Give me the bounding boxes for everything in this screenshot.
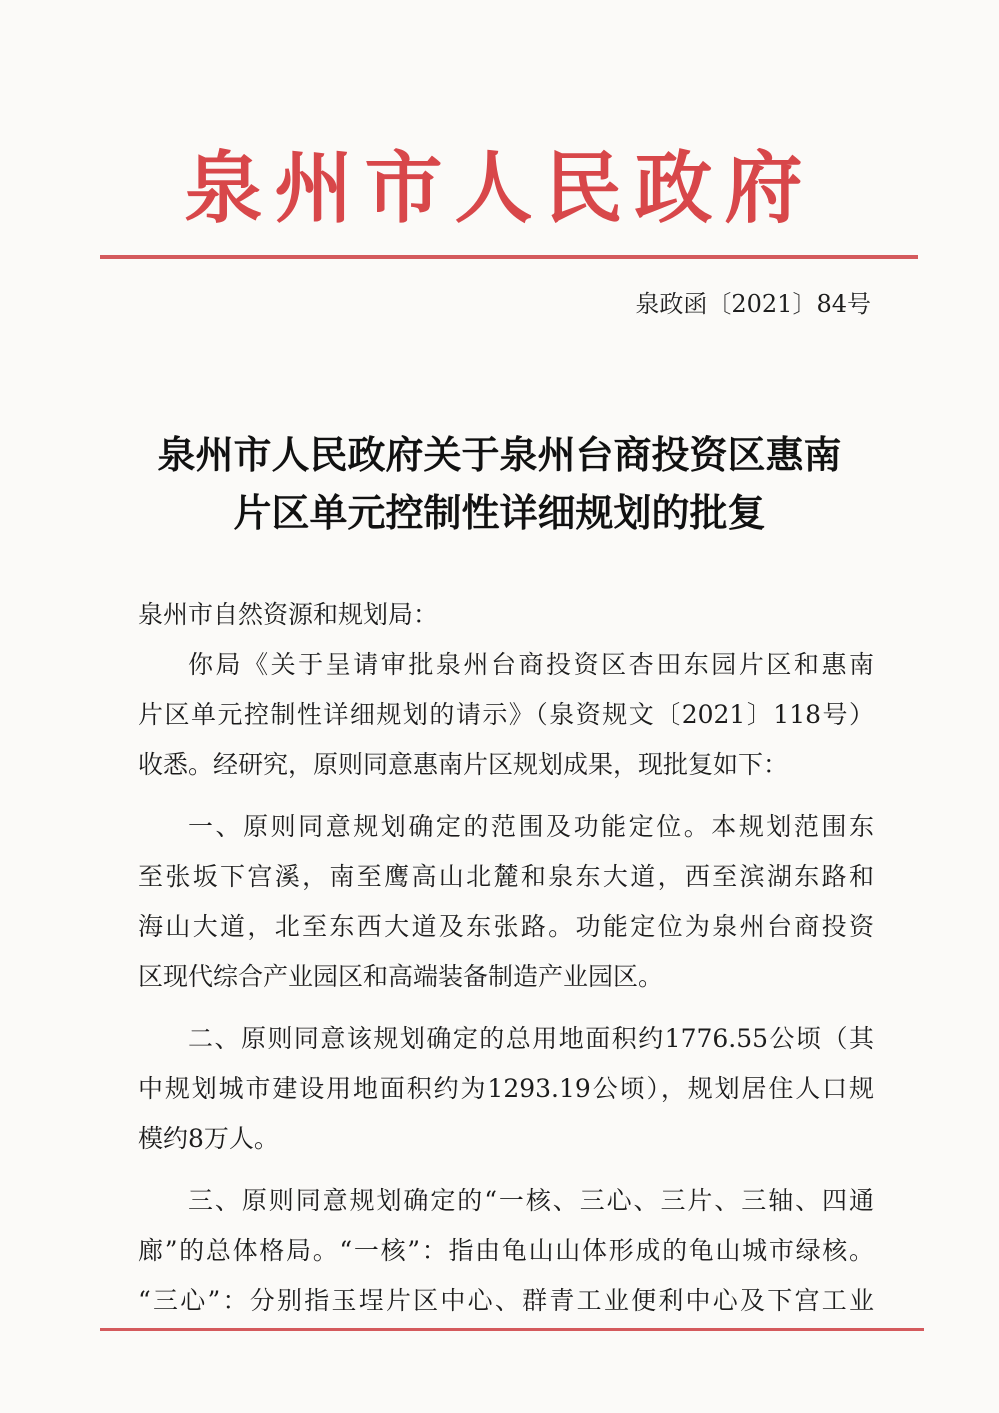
- paragraph-line: 三、原则同意规划确定的“一核、三心、三片、三轴、四通: [188, 1186, 874, 1215]
- paragraph-line: 二、原则同意该规划确定的总用地面积约1776.55公顷（其: [188, 1024, 874, 1053]
- title-line-1: 泉州市人民政府关于泉州台商投资区惠南: [157, 433, 842, 477]
- paragraph-line: 区现代综合产业园区和高端装备制造产业园区。: [138, 962, 664, 991]
- paragraph-scope: [138, 802, 874, 1002]
- paragraph-line: 廊”的总体格局。“一核”：指由龟山山体形成的龟山城市绿核。: [138, 1236, 874, 1265]
- document-title: [0, 426, 999, 542]
- masthead-red-rule: [100, 255, 918, 259]
- title-line-2: 片区单元控制性详细规划的批复: [233, 491, 766, 535]
- paragraph-area: [138, 1014, 874, 1164]
- document-number: 泉政函〔2021〕84号: [635, 290, 871, 318]
- paragraph-line: 收悉。经研究，原则同意惠南片区规划成果，现批复如下：: [138, 750, 789, 779]
- paragraph-line: “三心”：分别指玉埕片区中心、群青工业便利中心及下宫工业: [138, 1286, 874, 1315]
- paragraph-layout: [138, 1176, 874, 1326]
- masthead: 泉州市人民政府: [184, 143, 815, 234]
- footer-red-rule: [100, 1328, 924, 1331]
- paragraph-line: 片区单元控制性详细规划的请示》（泉资规文〔2021〕118号）: [138, 700, 874, 729]
- document-body: [138, 590, 874, 1326]
- paragraph-line: 至张坂下宫溪，南至鹰高山北麓和泉东大道，西至滨湖东路和: [138, 862, 874, 891]
- paragraph-line: 中规划城市建设用地面积约为1293.19公顷），规划居住人口规: [138, 1074, 874, 1103]
- paragraph-line: 一、原则同意规划确定的范围及功能定位。本规划范围东: [188, 812, 874, 841]
- paragraph-line: 海山大道，北至东西大道及东张路。功能定位为泉州台商投资: [138, 912, 874, 941]
- addressee: 泉州市自然资源和规划局：: [138, 600, 439, 629]
- paragraph-intro: [138, 640, 874, 790]
- paragraph-line: 模约8万人。: [138, 1124, 279, 1153]
- paragraph-line: 你局《关于呈请审批泉州台商投资区杏田东园片区和惠南: [188, 650, 874, 679]
